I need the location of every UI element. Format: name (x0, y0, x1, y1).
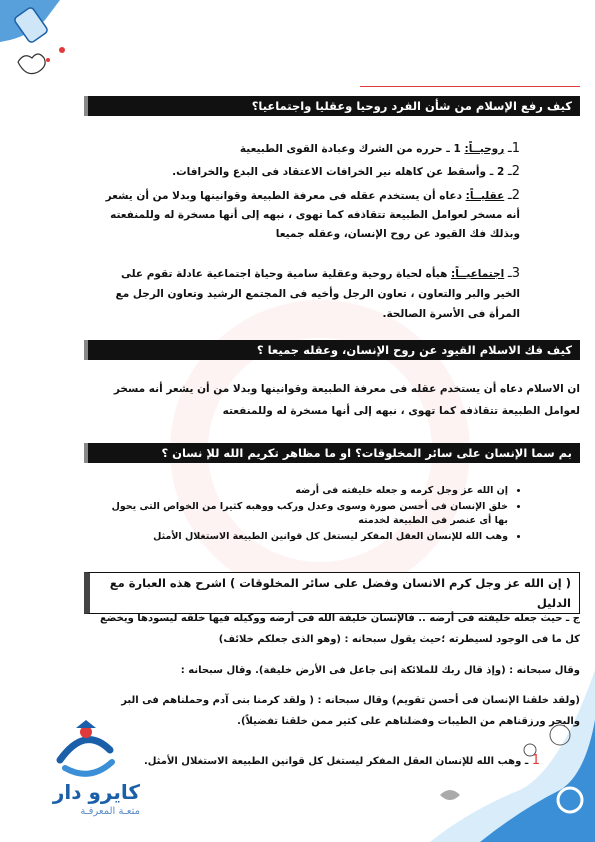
item-number: 1 (531, 753, 540, 768)
section1-item-3 (96, 186, 520, 244)
question-bar-2 (84, 340, 580, 360)
item-label: اجتماعيــاً: (451, 268, 505, 280)
logo-tagline: متعـة المعرفـة (80, 806, 140, 817)
item-number: 2ـ (507, 164, 520, 179)
question-1-text: كيف رفع الإسلام من شأن الفرد روحيا وعقليا واجتماعيا؟ (251, 99, 572, 113)
item-text: دعاه أن يستخدم عقله فى معرفة الطبيعة وقوانينها وبدلا من أن يشعر أنه مسخر لعوامل الطبيعة تتقاذفه كما تهوى ، نبهه إلى أنها مسخرة له وللمنفعته وبذلك فك القيود عن روح الإنسان، وعقله جميعا (105, 190, 520, 240)
item-text: ـ وهب الله للإنسان العقل المفكر ليستغل كل قوانين الطبيعة الاستغلال الأمثل. (143, 756, 529, 767)
section1-item-1 (100, 140, 520, 158)
item-number: 3ـ (507, 266, 520, 281)
section2-answer: ان الاسلام دعاه أن يستخدم عقله فى معرفة الطبيعة وقوانينها وبدلا من أن يشعر أنه مسخر لعوامل الطبيعة تتقاذفه كما تهوى ، نبهه إلى أنها مسخرة له وللمنفعته (113, 383, 580, 417)
section1-item-4 (96, 264, 520, 324)
corner-wave-decoration (410, 660, 595, 842)
item-text: 1 ـ حرره من الشرك وعبادة القوى الطبيعية (239, 143, 461, 155)
item-label: روحيــاً: (464, 143, 505, 155)
item-text: 2 ـ وأسقط عن كاهله نير الخرافات الاعتقاد فى البدع والخرافات. (172, 166, 505, 178)
list-item: • خلق الإنسان فى أحسن صورة وسوى وعدل وركب ووهبه كثيرا من الخواص التى يحول بها أى عنصر فى الطبيعة لخدمته (96, 500, 508, 528)
question-bar-3 (84, 443, 580, 463)
section4-answer-2: وقال سبحانه : (وإذ قال ربك للملائكة إنى جاعل فى الأرض خليفة). وقال سبحانه : (180, 665, 580, 676)
section4-answer-3: (ولقد خلقنا الإنسان فى أحسن تقويم) وقال سبحانه : ( ولقد كرمنا بنى آدم وحملناهم فى البر والبحر ورزقناهم من الطيبات وفضلناهم على كثير ممن خلقنا تفضيلاً). (121, 695, 580, 727)
section4-answer-1: ج ـ حيث جعله خليفته فى أرضه .. فالإنسان خليفة الله فى أرضه ووكيله فيها خلقه ليسودها ويخضع كل ما فى الوجود لسيطرته ؛حيث يقول سبحانه : (وهو الذى جعلكم خلائف) (99, 613, 580, 645)
question-2-text: كيف فك الاسلام القيود عن روح الإنسان، وعقله جميعا ؟ (256, 343, 572, 357)
pointer-hand-icon (0, 0, 90, 80)
item-number: 2ـ (507, 188, 520, 203)
question-3-text: بم سما الإنسان على سائر المخلوقات؟ او ما مظاهر تكريم الله للإ نسان ؟ (161, 446, 572, 460)
logo-name: كايرو دار (52, 780, 140, 804)
question-bar-1 (84, 96, 580, 116)
section4-answer-4 (110, 752, 540, 770)
item-number: 1ـ (507, 141, 520, 156)
top-divider-line (360, 86, 580, 87)
list-item: • إن الله عز وجل كرمه و جعله خليفته فى أرضه (96, 484, 508, 498)
question-4-text: ( إن الله عز وجل كرم الانسان وفضل على سائر المخلوقات ) اشرح هذه العبارة مع الدليل (109, 576, 571, 610)
list-item: • وهب الله للإنسان العقل المفكر ليستغل كل قوانين الطبيعة الاستغلال الأمثل (96, 530, 508, 544)
item-text: هيأه لحياة روحية وعقلية سامية وحياة اجتماعية عادلة تقوم على الخير والبر والتعاون ، تعاون الرجل وأخيه فى المجتمع الرشيد وتعاون الرجل مع المرأة فى الأسرة الصالحة. (115, 268, 520, 320)
item-label: عقليــاً: (465, 190, 505, 202)
section1-item-2 (100, 163, 520, 181)
section3-bullet-list (96, 484, 526, 546)
cairo-dar-logo-icon (50, 720, 120, 780)
